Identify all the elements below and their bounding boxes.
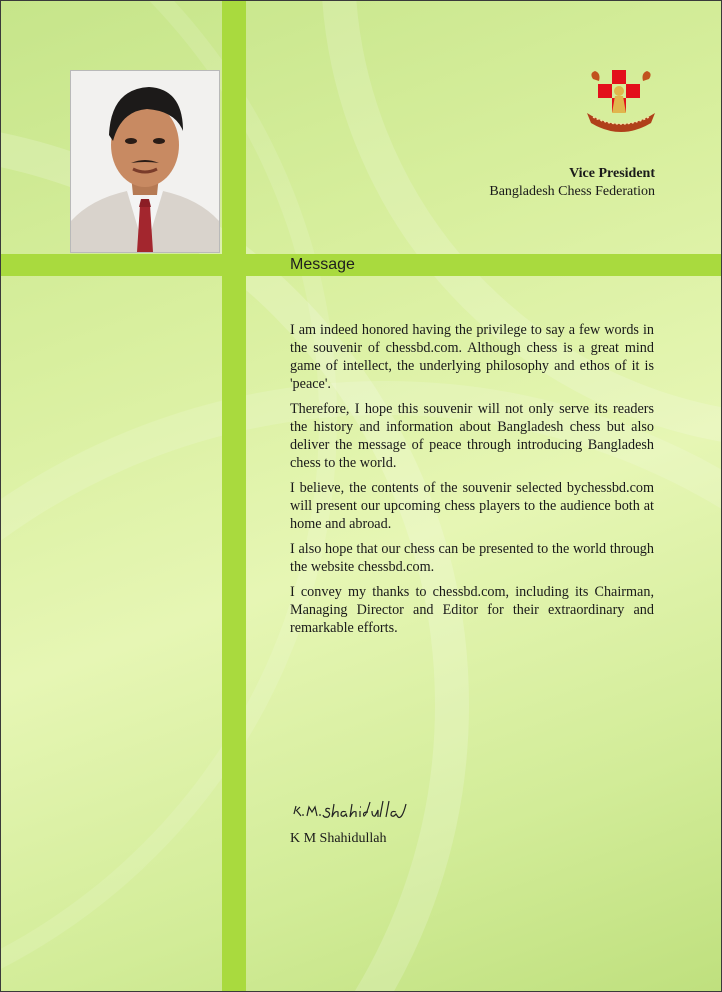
section-label: Message	[290, 256, 355, 273]
organization-name: Bangladesh Chess Federation	[489, 184, 655, 199]
message-paragraph: Therefore, I hope this souvenir will not only serve its readers the history and information about Bangladesh chess but also deliver the message of peace through introducing Bangladesh chess to the world.	[290, 401, 654, 471]
message-paragraph: I convey my thanks to chessbd.com, including its Chairman, Managing Director and Editor for their extraordinary and remarkable efforts.	[290, 584, 654, 636]
message-paragraph: I also hope that our chess can be presented to the world through the website chessbd.com.	[290, 541, 654, 575]
vertical-accent-bar	[222, 1, 246, 991]
official-title: Vice President	[569, 166, 655, 181]
message-paragraph: I am indeed honored having the privilege to say a few words in the souvenir of chessbd.com. Although chess is a great mind game of intellect, the underlying philosophy and ethos of it is 'peace'.	[290, 322, 654, 392]
title-block	[489, 165, 655, 201]
portrait-photo	[70, 70, 220, 253]
message-paragraph: I believe, the contents of the souvenir selected bychessbd.com will present our upcoming chess players to the audience both at home and abroad.	[290, 480, 654, 532]
message-body	[290, 321, 654, 644]
chess-federation-logo	[585, 69, 657, 135]
horizontal-accent-bar	[1, 254, 721, 276]
handwritten-signature	[290, 798, 410, 824]
signer-name: K M Shahidullah	[290, 831, 387, 846]
portrait-illustration	[71, 71, 219, 252]
